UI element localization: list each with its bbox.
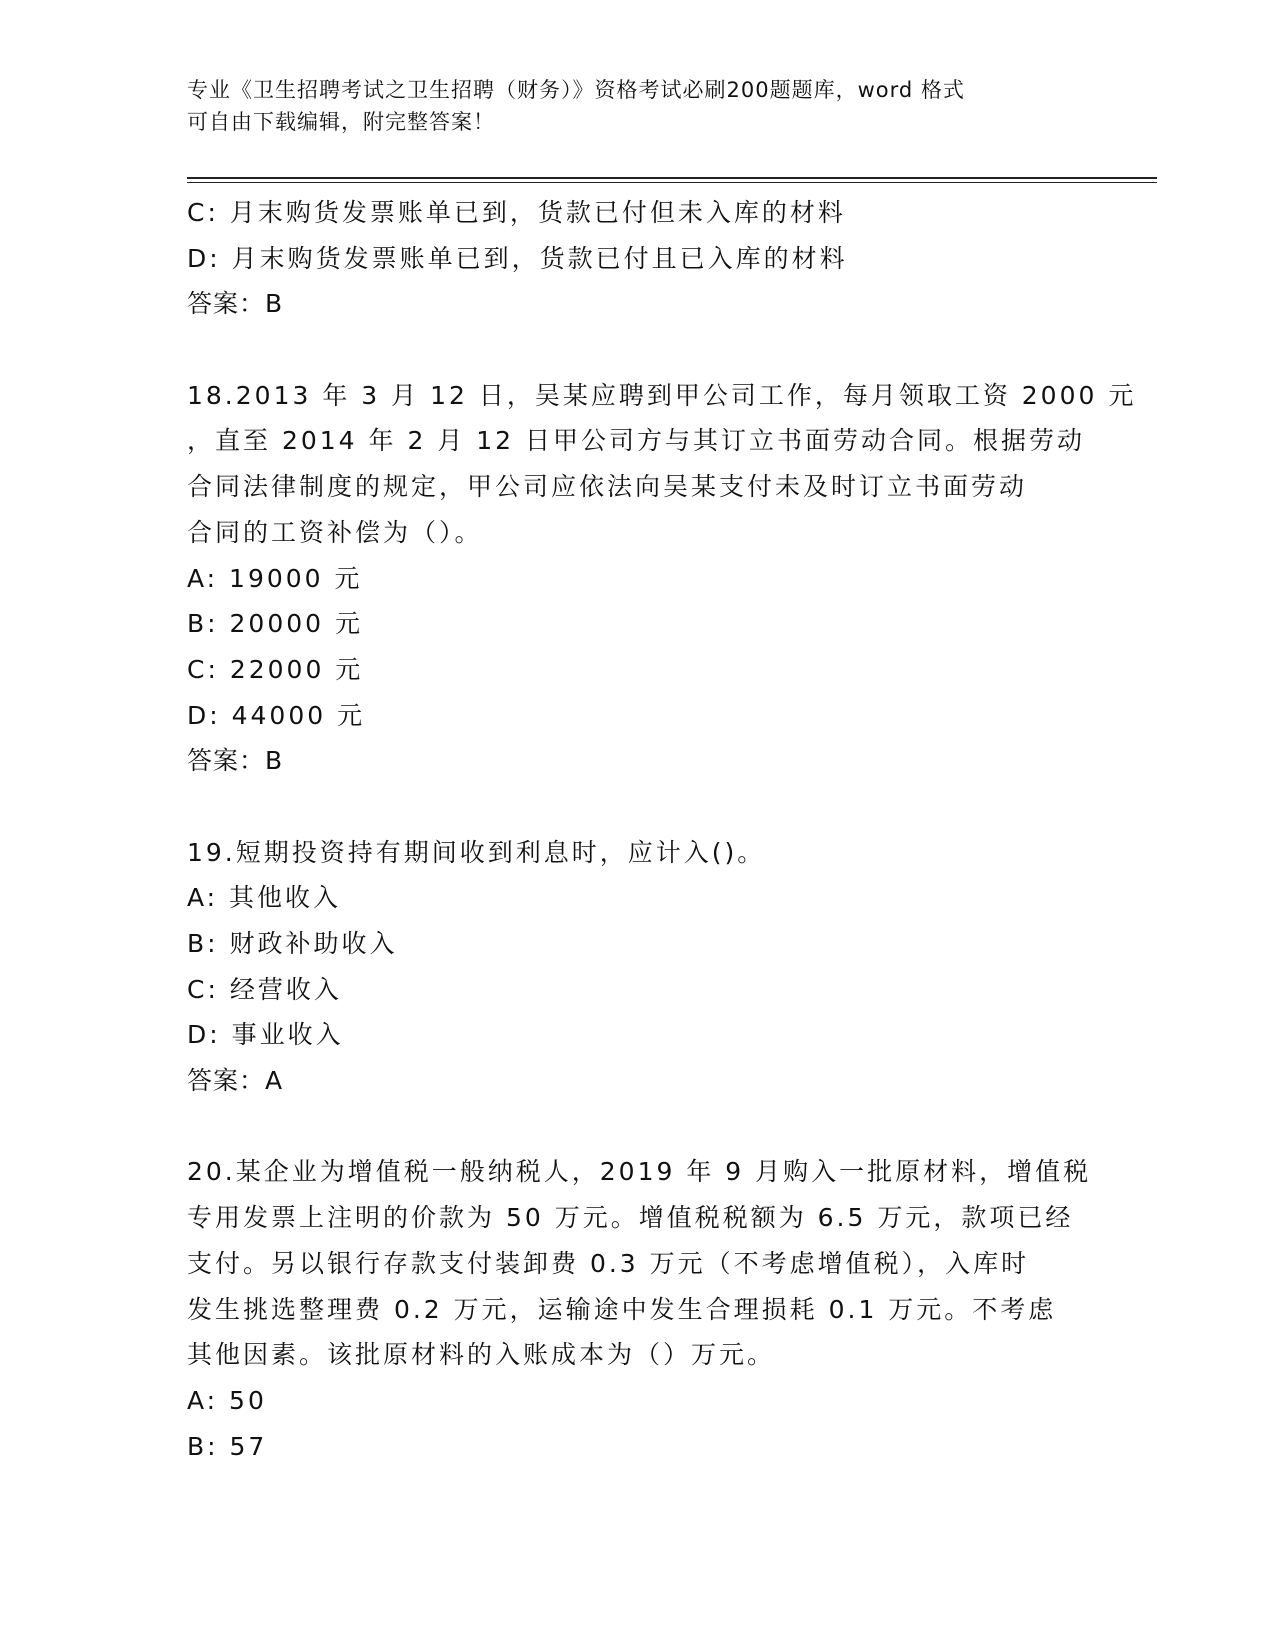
option-c: C: 月末购货发票账单已到，货款已付但未入库的材料 (187, 198, 846, 227)
question-stem-line: 其他因素。该批原材料的入账成本为（）万元。 (187, 1340, 776, 1370)
question-content (187, 190, 1137, 1469)
header-line-2: 可自由下载编辑，附完整答案！ (187, 110, 495, 134)
header-line-1: 专业《卫生招聘考试之卫生招聘（财务）》资格考试必刷200题题库，word 格式 (187, 78, 965, 102)
option-a: A: 19000 元 (187, 563, 363, 593)
question-stem-line: ，直至 2014 年 2 月 12 日甲公司方与其订立书面劳动合同。根据劳动 (187, 426, 1086, 456)
answer-line: 答案：B (187, 289, 284, 319)
option-b: B: 20000 元 (187, 609, 363, 639)
question-stem-line: 19.短期投资持有期间收到利息时，应计入()。 (187, 837, 766, 867)
document-header (187, 74, 1087, 138)
question-stem-line: 发生挑选整理费 0.2 万元，运输途中发生合理损耗 0.1 万元。不考虑 (187, 1294, 1057, 1324)
question-stem-line: 18.2013 年 3 月 12 日，吴某应聘到甲公司工作，每月领取工资 2000 元 (187, 380, 1137, 410)
prev-question (187, 190, 1087, 327)
question-18 (187, 373, 1137, 784)
header-divider (187, 177, 1157, 179)
spacer (187, 327, 1087, 373)
spacer (187, 784, 1087, 830)
option-a: A: 50 (187, 1385, 267, 1415)
option-c: C: 22000 元 (187, 654, 364, 684)
question-stem-line: 20.某企业为增值税一般纳税人，2019 年 9 月购入一批原材料，增值税 (187, 1157, 1092, 1187)
option-d: D: 月末购货发票账单已到，货款已付且已入库的材料 (187, 243, 848, 273)
answer-line: 答案：B (187, 746, 284, 776)
option-b: B: 财政补助收入 (187, 929, 398, 958)
option-a: A: 其他收入 (187, 883, 342, 913)
option-b: B: 57 (187, 1431, 268, 1461)
question-stem-line: 支付。另以银行存款支付装卸费 0.3 万元（不考虑增值税），入库时 (187, 1248, 1030, 1278)
option-c: C: 经营收入 (187, 974, 342, 1004)
question-stem-line: 合同法律制度的规定，甲公司应依法向吴某支付未及时订立书面劳动 (187, 472, 1028, 502)
answer-line: 答案：A (187, 1066, 284, 1096)
header-divider-thin (187, 182, 1157, 183)
spacer (187, 1104, 1087, 1150)
option-d: D: 事业收入 (187, 1020, 344, 1050)
question-stem-line: 专用发票上注明的价款为 50 万元。增值税税额为 6.5 万元，款项已经 (187, 1203, 1074, 1233)
option-d: D: 44000 元 (187, 700, 366, 730)
question-19 (187, 830, 1087, 1104)
question-20 (187, 1149, 1092, 1469)
question-stem-line: 合同的工资补偿为（）。 (187, 517, 483, 547)
